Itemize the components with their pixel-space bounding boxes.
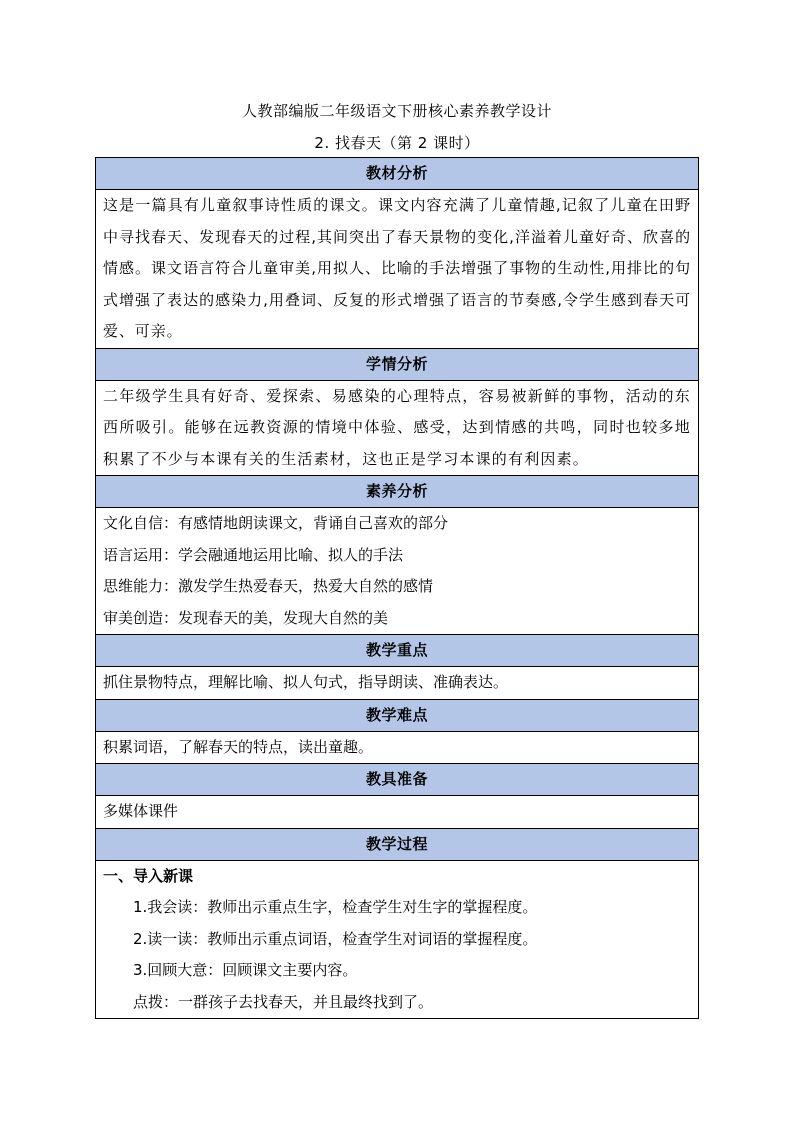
- process-line-guidance: 点拨：一群孩子去找春天，并且最终找到了。: [133, 992, 434, 1011]
- section-body-teaching-process: [96, 861, 698, 1019]
- process-line-review-meaning: 3.回顾大意：回顾课文主要内容。: [133, 961, 358, 979]
- process-step-title: 一、导入新课: [103, 866, 194, 885]
- process-line-read-characters: 1.我会读：教师出示重点生字，检查学生对生字的掌握程度。: [133, 898, 538, 916]
- section-heading-difficulties: 教学难点: [96, 700, 698, 732]
- section-body-materials: [96, 796, 698, 829]
- literacy-item-aesthetic-creation: 审美创造：发现春天的美，发现大自然的美: [103, 608, 389, 627]
- textbook-analysis-text: 这是一篇具有儿童叙事诗性质的课文。课文内容充满了儿童情趣,记叙了儿童在田野中寻找春天、发现春天的过程,其间突出了春天景物的变化,洋溢着儿童好奇、欣喜的情感。课文语言符合儿童审美,用拟人、比喻的手法增强了事物的生动性,用排比的句式增强了表达的感染力,用叠词、反复的形式增强了语言的节奏感,令学生感到春天可爱、可亲。: [103, 196, 691, 340]
- section-body-literacy-analysis: [96, 508, 698, 635]
- literacy-item-language-use: 语言运用：学会融通地运用比喻、拟人的手法: [103, 545, 404, 564]
- materials-text: 多媒体课件: [103, 802, 179, 820]
- literacy-item-cultural-confidence: 文化自信：有感情地朗读课文，背诵自己喜欢的部分: [103, 514, 449, 532]
- section-heading-teaching-process: 教学过程: [96, 829, 698, 861]
- key-points-text: 抓住景物特点，理解比喻、拟人句式，指导朗读、准确表达。: [103, 673, 509, 691]
- document-title: 人教部编版二年级语文下册核心素养教学设计: [241, 102, 552, 120]
- section-heading-materials: 教具准备: [96, 764, 698, 796]
- process-line-read-words: 2.读一读：教师出示重点词语，检查学生对词语的掌握程度。: [133, 929, 538, 948]
- section-body-textbook-analysis: [96, 190, 698, 349]
- section-heading-textbook-analysis: 教材分析: [96, 158, 698, 190]
- section-heading-student-analysis: 学情分析: [96, 349, 698, 381]
- section-body-student-analysis: [96, 381, 698, 477]
- document-subtitle: 2. 找春天（第 2 课时）: [314, 134, 480, 152]
- section-body-difficulties: [96, 732, 698, 765]
- section-heading-literacy-analysis: 素养分析: [96, 476, 698, 508]
- lesson-plan-table: [95, 157, 699, 1019]
- section-body-key-points: [96, 667, 698, 700]
- difficulties-text: 积累词语，了解春天的特点，读出童趣。: [103, 737, 374, 756]
- student-analysis-text: 二年级学生具有好奇、爱探索、易感染的心理特点，容易被新鲜的事物，活动的东西所吸引。能够在远教资源的情境中体验、感受，达到情感的共鸣，同时也较多地积累了不少与本课有关的生活素材，这也正是学习本课的有利因素。: [103, 386, 691, 468]
- section-heading-key-points: 教学重点: [96, 635, 698, 667]
- literacy-item-thinking-ability: 思维能力：激发学生热爱春天，热爱大自然的感情: [103, 577, 434, 595]
